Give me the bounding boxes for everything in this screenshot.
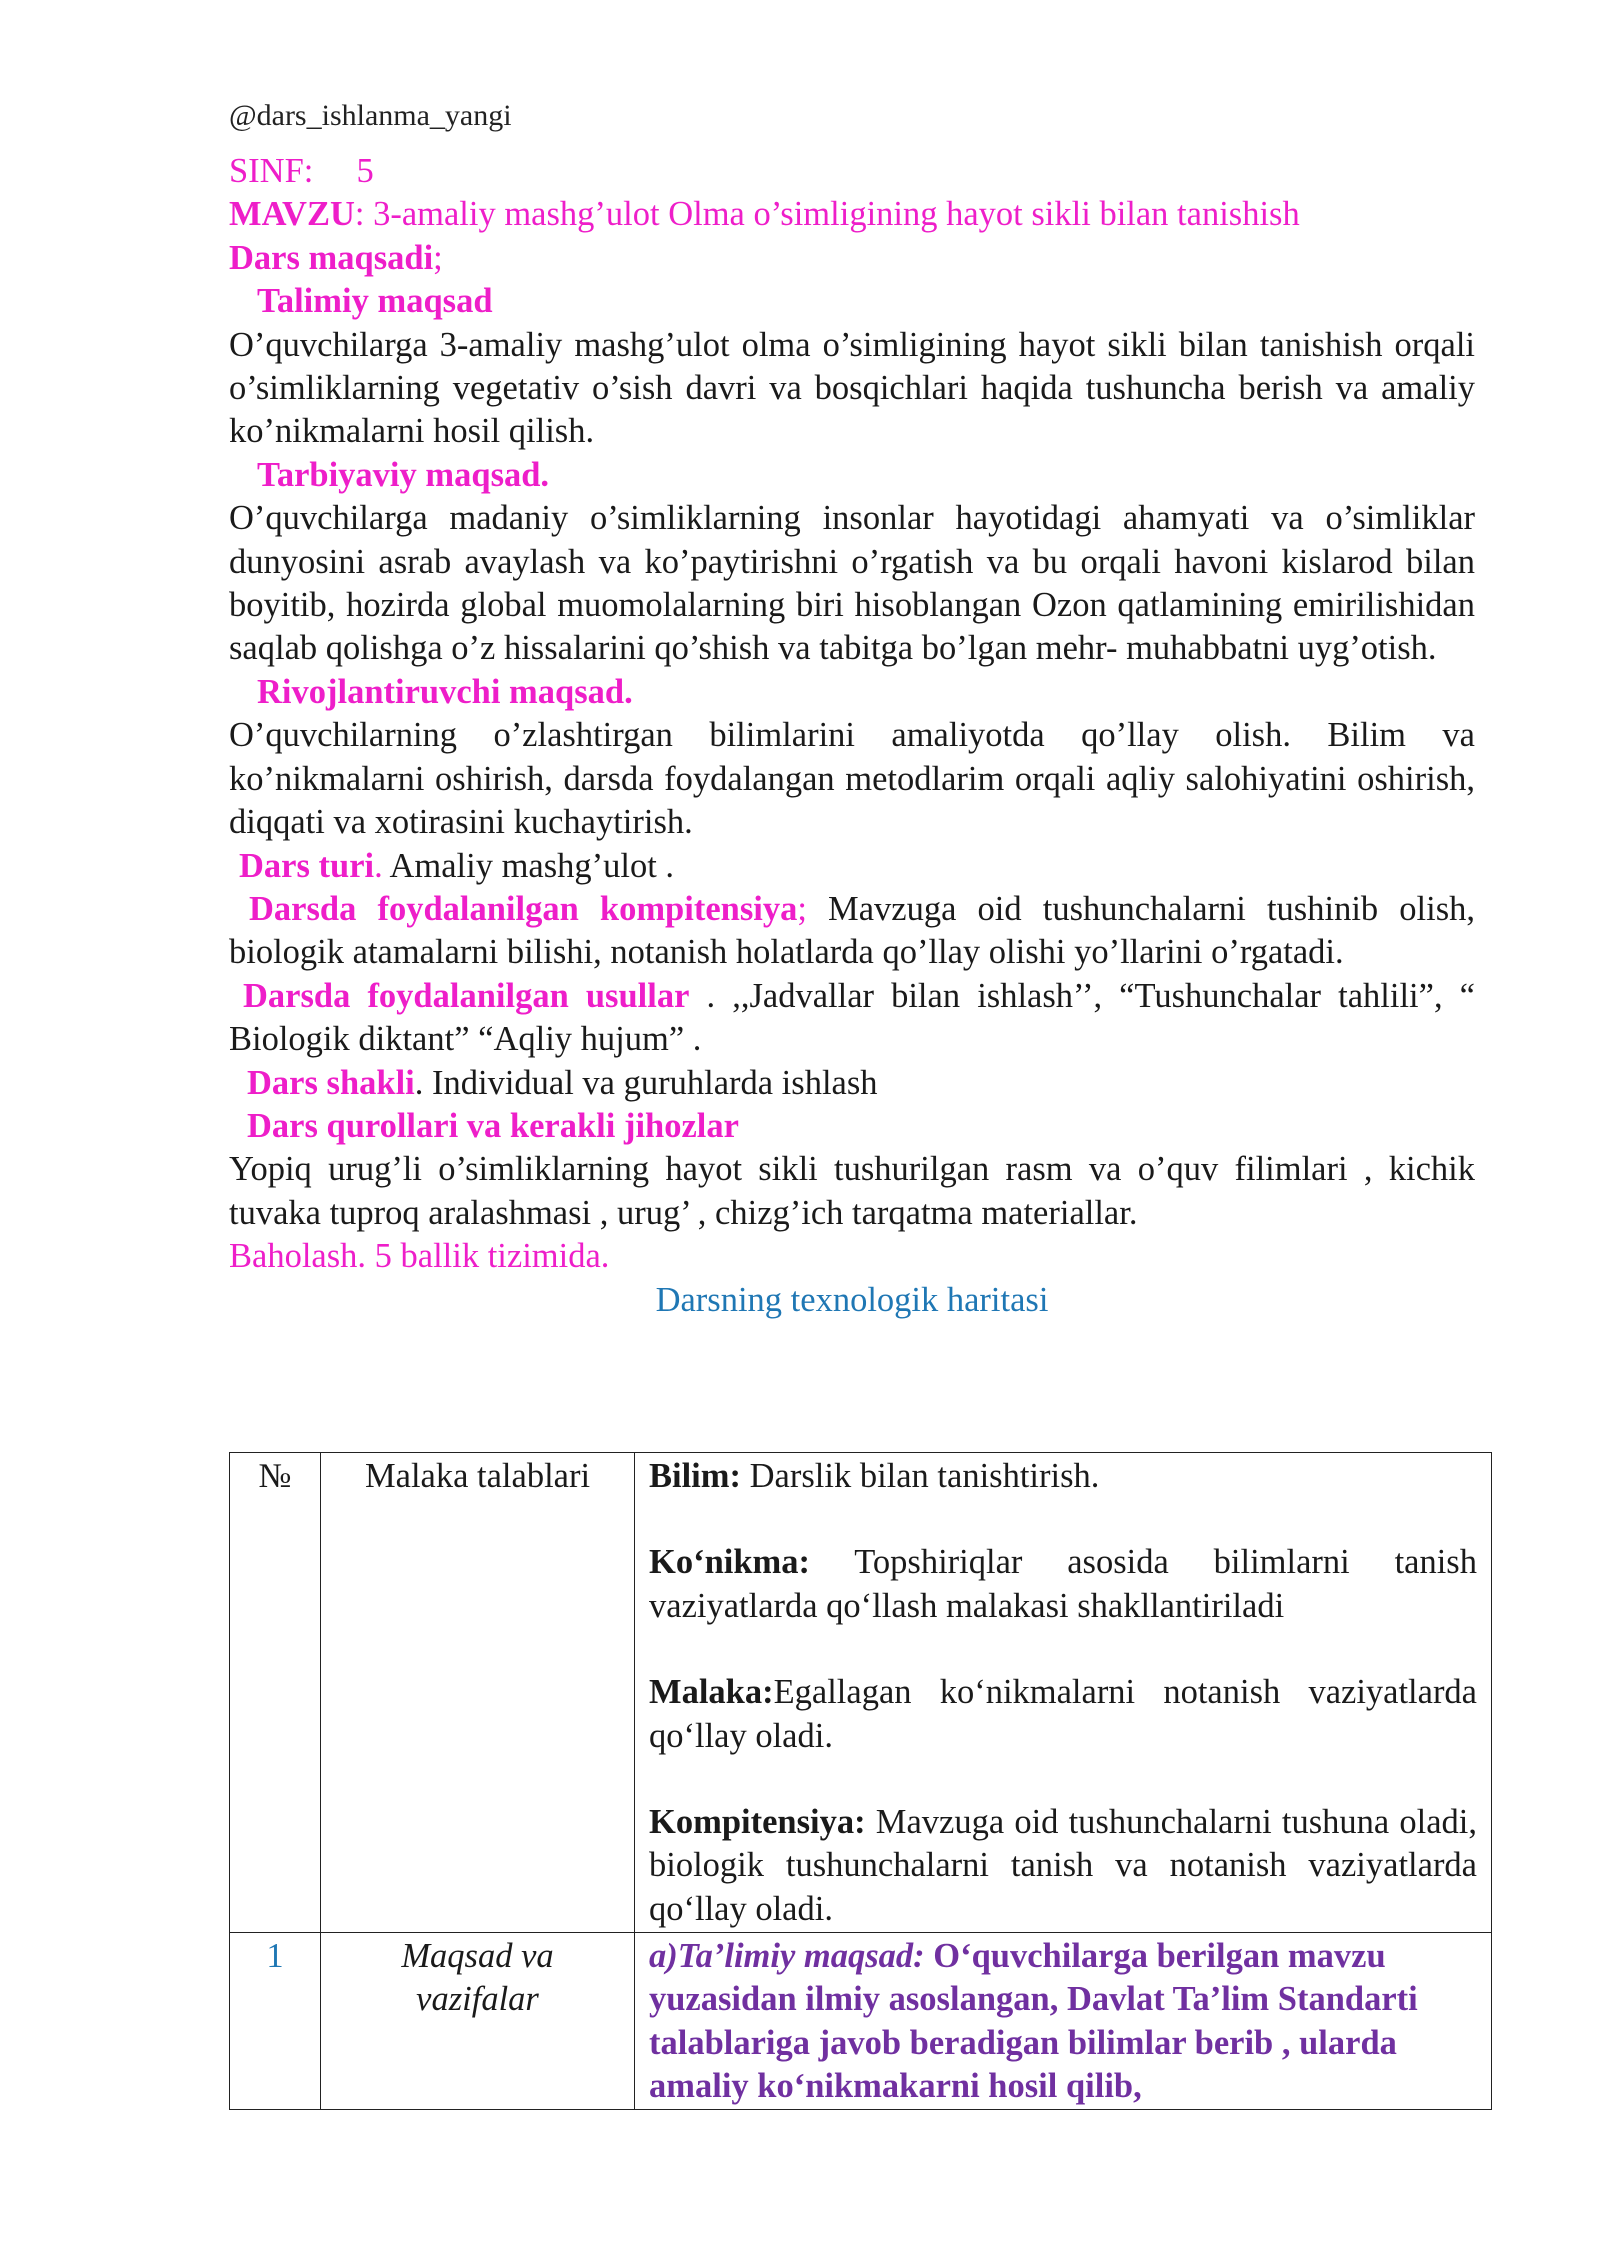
usullar-text: . ,,Jadvallar bilan ishlash’’, “Tushunchalar tahlili”, “ Biologik diktant” “Aqliy hujum” . [229, 976, 1475, 1059]
mavzu-label: MAVZU [229, 195, 355, 234]
competencies-cell [635, 1453, 1492, 1933]
kompitensiya-line [649, 1801, 1477, 1931]
header-malaka-cell [321, 1453, 635, 1933]
tarbiyaviy-heading: Tarbiyaviy maqsad. [257, 455, 550, 494]
baholash-line: Baholash. 5 ballik tizimida. [229, 1237, 610, 1276]
rivojlantiruvchi-text: O’quvchilarning o’zlashtirgan bilimlarini amaliyotda qo’llay olish. Bilim va ko’nikmalarni oshirish, darsda foydalangan metodlarim orqali aqliy salohiyatini oshirish, diqqati va xotirasini kuchaytirish. [229, 716, 1475, 842]
kompitensiya-semi: ; [797, 889, 807, 928]
dars-turi-label: Dars turi [239, 846, 375, 885]
konikma-label: Ko‘nikma: [649, 1543, 811, 1582]
mavzu-value: : 3-amaliy mashg’ulot Olma o’simligining hayot sikli bilan tanishish [354, 195, 1300, 234]
malaka-line [649, 1671, 1477, 1758]
qurollari-text: Yopiq urug’li o’simliklarning hayot sikli tushurilgan rasm va o’quv filimlari , kichik tuvaka tuproq aralashmasi , urug’ , chizg’ich tarqatma materiallar. [229, 1150, 1475, 1232]
channel-handle: @dars_ishlanma_yangi [229, 99, 512, 132]
header-num-cell [230, 1453, 321, 1933]
shakli-label: Dars shakli [247, 1063, 415, 1102]
table-row [230, 1453, 1492, 1933]
sinf-line [229, 150, 1475, 193]
usullar-label: Darsda foydalanilgan usullar [243, 976, 690, 1015]
mavzu-line [229, 193, 1475, 236]
talimiy-heading: Talimiy maqsad [257, 282, 493, 321]
malaka-text: Egallagan ko‘nikmalarni notanish vaziyatlarda qo‘llay oladi. [649, 1673, 1477, 1755]
konikma-line [649, 1541, 1477, 1628]
dars-maqsadi-heading [229, 237, 1475, 280]
konikma-text: Topshiriqlar asosida bilimlarni tanish vaziyatlarda qo‘llash malakasi shakllantiriladi [649, 1543, 1477, 1625]
rivojlantiruvchi-heading: Rivojlantiruvchi maqsad. [257, 672, 633, 711]
sinf-label: SINF: [229, 152, 314, 190]
row1-malaka: Maqsad va vazifalar [401, 1937, 554, 2019]
row1-content [649, 1935, 1477, 2109]
shakli-text: . Individual va guruhlarda ishlash [414, 1063, 878, 1102]
kompitensiya-paragraph [229, 888, 1475, 975]
dars-turi-dot: . [374, 846, 383, 885]
header-malaka: Malaka talablari [364, 1457, 591, 1495]
usullar-paragraph [229, 975, 1475, 1062]
map-title: Darsning texnologik haritasi [655, 1280, 1049, 1319]
row1-text: O‘quvchilarga berilgan mavzu yuzasidan ilmiy asoslangan, Davlat Ta’lim Standarti talablariga javob beradigan bilimlar berib , ularda amaliy ko‘nikmakarni hosil qilib, [649, 1937, 1418, 2106]
dars-turi-value: Amaliy mashg’ulot . [382, 846, 675, 885]
qurollari-heading: Dars qurollari va kerakli jihozlar [247, 1106, 739, 1145]
row1-num: 1 [266, 1937, 284, 1975]
dars-turi-line [229, 845, 1475, 888]
bilim-line [649, 1455, 1477, 1498]
document-page [229, 96, 1475, 1322]
row1-label: a)Ta’limiy maqsad: [649, 1937, 925, 1975]
kompitensiya-text: Mavzuga oid tushunchalarni tushinib olish, biologik atamalarni bilishi, notanish holatlarda qo’llay olishi yo’llarini o’rgatadi. [229, 889, 1475, 972]
talimiy-text: O’quvchilarga 3-amaliy mashg’ulot olma o’simligining hayot sikli bilan tanishish orqali o’simliklarning vegetativ o’sish davri va bosqichlari haqida tushuncha berish va amaliy ko’nikmalarni hosil qilish. [229, 325, 1475, 451]
bilim-label: Bilim: [649, 1457, 741, 1495]
tarbiyaviy-text: O’quvchilarga madaniy o’simliklarning insonlar hayotidagi ahamyati va o’simliklar dunyosini asrab avaylash va ko’paytirishni o’rgatish va bu orqali havoni kislarod bilan boyitib, hozirda global muomolalarning biri hisoblangan Ozon qatlamining emirilishidan saqlab qolishga o’z hissalarini qo’shish va tabitga bo’lgan mehr- muhabbatni uyg’otish. [229, 499, 1475, 668]
bilim-text: Darslik bilan tanishtirish. [741, 1457, 1100, 1495]
row1-content-cell [635, 1933, 1492, 2110]
shakli-line [229, 1062, 1475, 1105]
sinf-value: 5 [356, 152, 374, 190]
malaka-label: Malaka: [649, 1673, 774, 1712]
technology-map-table [229, 1452, 1492, 2110]
komp-text: Mavzuga oid tushunchalarni tushuna oladi, biologik tushunchalarni tanish va notanish vaziyatlarda qo‘llay oladi. [649, 1803, 1477, 1928]
komp-label: Kompitensiya: [649, 1803, 866, 1842]
row1-malaka-cell [321, 1933, 635, 2110]
dars-maqsadi-suffix: ; [433, 238, 443, 277]
dars-maqsadi-label: Dars maqsadi [229, 238, 434, 277]
kompitensiya-label: Darsda foydalanilgan kompitensiya [249, 889, 798, 928]
header-num: № [258, 1457, 292, 1495]
table-row [230, 1933, 1492, 2110]
row1-num-cell [230, 1933, 321, 2110]
